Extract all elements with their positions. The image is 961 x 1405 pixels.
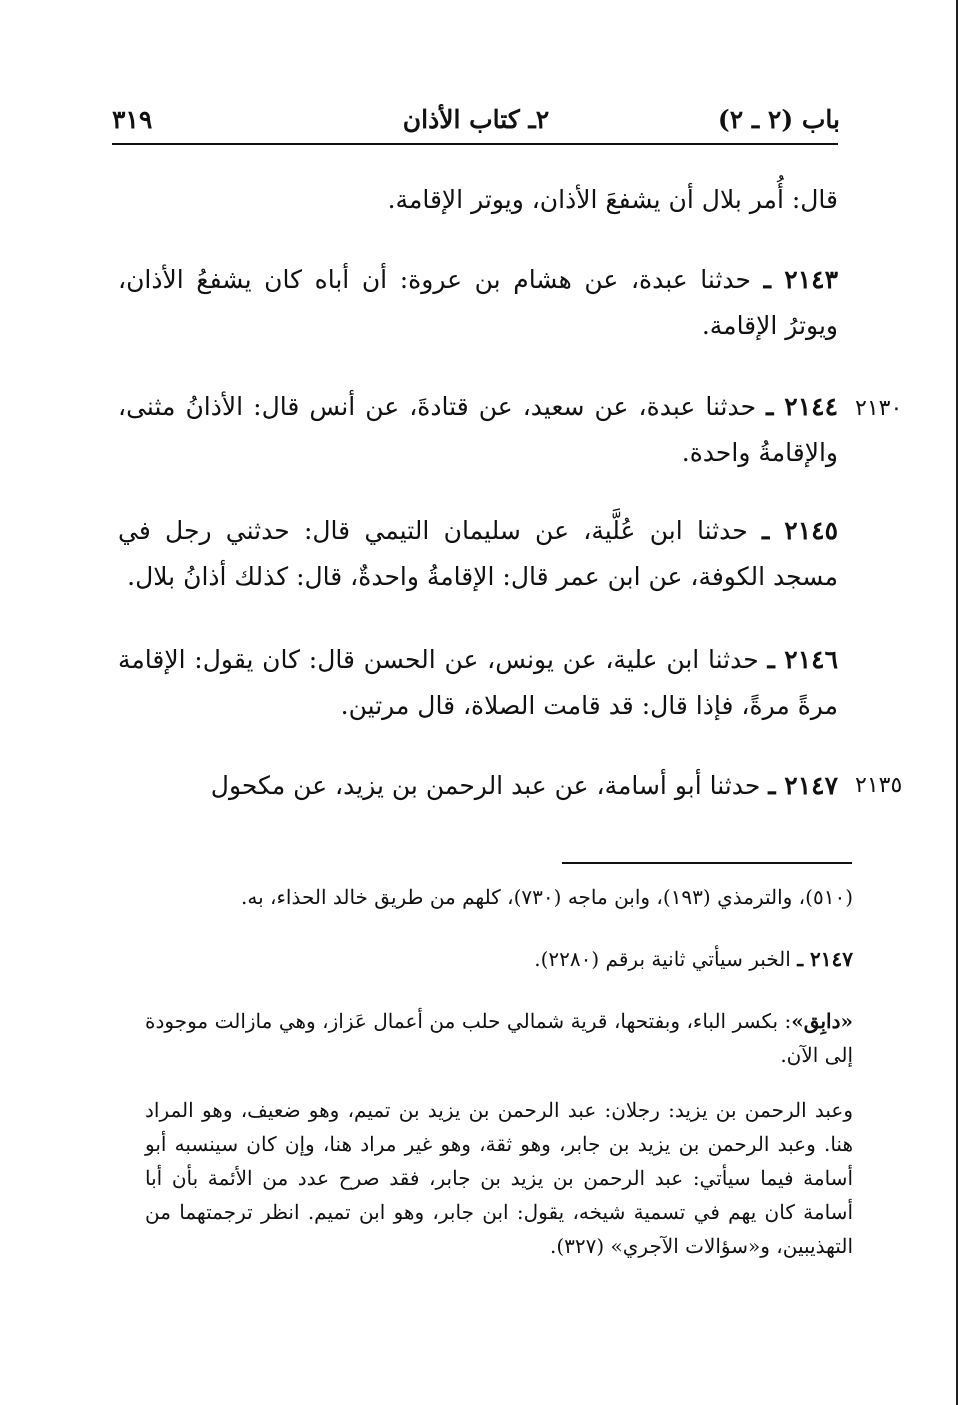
footnote-text: الخبر سيأتي ثانية برقم (٢٢٨٠). — [534, 947, 791, 971]
hadith-paragraph — [118, 384, 838, 476]
hadith-text: حدثنا ابن علية، عن يونس، عن الحسن قال: كان يقول: الإقامة مرةً مرةً، فإذا قال: قد قامت الصلاة، قال مرتين. — [118, 645, 838, 720]
footnote — [145, 1004, 853, 1072]
hadith-text: حدثنا أبو أسامة، عن عبد الرحمن بن يزيد، عن مكحول — [210, 771, 761, 800]
hadith-text: حدثنا عبدة، عن هشام بن عروة: أن أباه كان يشفعُ الأذان، ويوترُ الإقامة. — [118, 265, 838, 340]
hadith-text: قال: أُمر بلال أن يشفعَ الأذان، ويوتر الإقامة. — [387, 185, 838, 214]
footnote-term: «دابِق» — [791, 1009, 853, 1033]
hadith-number: ٢١٤٥ ـ — [761, 516, 839, 545]
margin-number: ٢١٣٠ — [855, 396, 903, 421]
footnote-text: (٥١٠)، والترمذي (١٩٣)، وابن ماجه (٧٣٠)، كلهم من طريق خالد الحذاء، به. — [241, 885, 853, 909]
hadith-paragraph — [118, 177, 838, 223]
hadith-number: ٢١٤٦ ـ — [767, 645, 838, 674]
margin-number: ٢١٣٥ — [855, 773, 903, 798]
header-book-title: ٢ـ كتاب الأذان — [402, 105, 550, 134]
footnote-number: ٢١٤٧ ـ — [797, 947, 853, 971]
header-rule — [112, 143, 838, 145]
footnote-text: : بكسر الباء، وبفتحها، قرية شمالي حلب من أعمال عَزاز، وهي مازالت موجودة إلى الآن. — [145, 1009, 853, 1067]
hadith-number: ٢١٤٧ ـ — [768, 771, 838, 800]
page-number: ٣١٩ — [112, 105, 153, 134]
hadith-number: ٢١٤٣ ـ — [763, 265, 839, 294]
hadith-text: حدثنا عبدة، عن سعيد، عن قتادةَ، عن أنس قال: الأذانُ مثنى، والإقامةُ واحدة. — [118, 392, 838, 467]
hadith-paragraph — [118, 763, 838, 809]
footnote-separator — [562, 862, 852, 864]
page-edge-line — [956, 0, 958, 1405]
footnote — [145, 1093, 853, 1263]
footnote — [145, 880, 853, 914]
hadith-number: ٢١٤٤ ـ — [766, 392, 839, 421]
hadith-paragraph — [118, 257, 838, 349]
hadith-text: حدثنا ابن عُلَّية، عن سليمان التيمي قال: حدثني رجل في مسجد الكوفة، عن ابن عمر قال: الإقامةُ واحدةٌ، قال: كذلك أذانُ بلال. — [118, 516, 838, 591]
hadith-paragraph — [118, 508, 838, 600]
running-header — [112, 102, 840, 142]
hadith-paragraph — [118, 637, 838, 729]
footnote-text: وعبد الرحمن بن يزيد: رجلان: عبد الرحمن بن يزيد بن تميم، وهو ضعيف، وهو المراد هنا. وعبد الرحمن بن يزيد بن جابر، وهو ثقة، وهو غير مراد هنا، وإن كان سينسبه أبو أسامة فيما سيأتي: عبد الرحمن بن يزيد بن جابر، فقد صرح عدد من الأئمة بأن أبا أسامة كان يهم في تسمية شيخه، يقول: ابن جابر، وهو ابن تميم. انظر ترجمتهما من التهذيبين، و«سؤالات الآجري» (٣٢٧). — [145, 1098, 853, 1258]
footnote — [145, 942, 853, 976]
header-chapter: باب (٢ ـ ٢) — [717, 105, 840, 134]
